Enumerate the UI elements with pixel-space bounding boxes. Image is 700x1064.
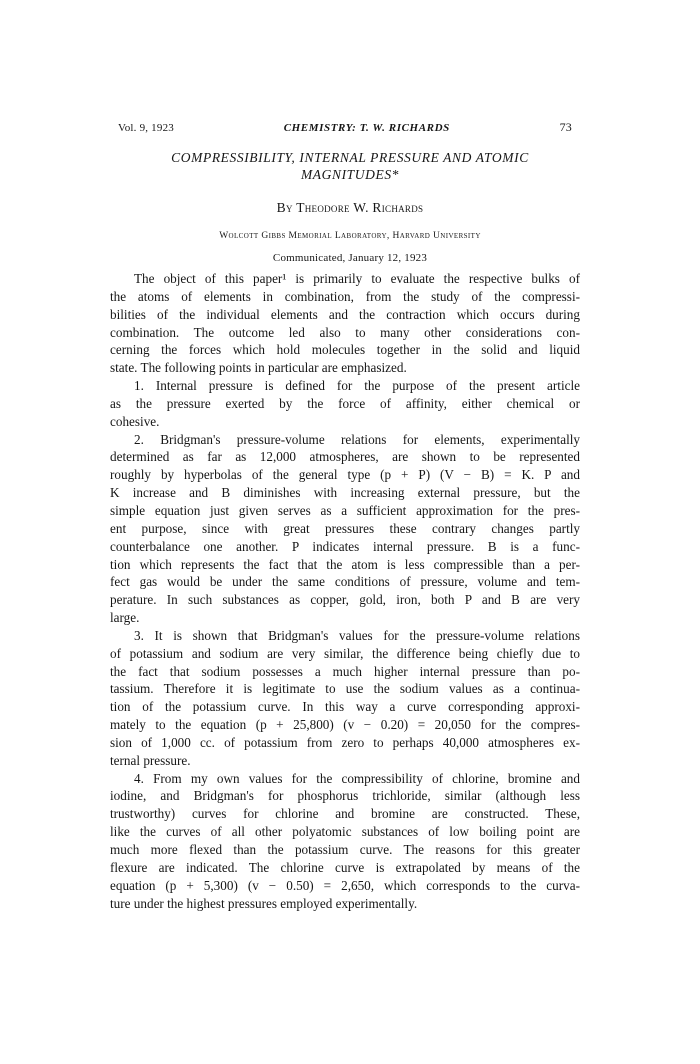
text-line: state. The following points in particular are emphasized. <box>110 360 407 376</box>
paragraph <box>110 770 580 913</box>
paragraph <box>110 270 580 377</box>
text-line: the atoms of elements in combination, from the study of the compressi- <box>110 288 580 304</box>
text-line: tion of the potassium curve. In this way a curve corresponding approxi- <box>110 699 580 715</box>
text-line: like the curves of all other polyatomic substances of low boiling point are <box>110 824 580 840</box>
text-line: the fact that sodium possesses a much higher internal pressure than po- <box>110 663 580 679</box>
text-line: roughly by hyperbolas of the general type (p + P) (V − B) = K. P and <box>110 467 580 483</box>
text-line: The object of this paper¹ is primarily to evaluate the respective bulks of <box>134 271 580 286</box>
text-line: cohesive. <box>110 413 160 429</box>
text-line: iodine, and Bridgman's for phosphorus trichloride, similar (although less <box>110 788 580 804</box>
text-line: equation (p + 5,300) (v − 0.50) = 2,650, which corresponds to the curva- <box>110 877 580 893</box>
text-line: counterbalance one another. P indicates internal pressure. B is a func- <box>110 538 580 554</box>
text-line: 2. Bridgman's pressure-volume relations for elements, experimentally <box>134 431 580 447</box>
text-line: flexure are indicated. The chlorine curve is extrapolated by means of the <box>110 859 580 875</box>
paragraph <box>110 431 580 627</box>
affiliation: Wolcott Gibbs Memorial Laboratory, Harvard University <box>219 231 481 241</box>
text-line: ternal pressure. <box>110 752 191 768</box>
text-line: determined as far as 12,000 atmospheres, are shown to be represented <box>110 449 580 465</box>
text-line: sion of 1,000 cc. of potassium from zero to perhaps 40,000 atmospheres ex- <box>110 734 580 750</box>
title-line-1: COMPRESSIBILITY, INTERNAL PRESSURE AND ATOMIC <box>171 150 529 165</box>
text-line: ent purpose, since with great pressures these contrary changes partly <box>110 520 580 536</box>
header-section: CHEMISTRY: T. W. RICHARDS <box>283 122 450 134</box>
running-header <box>118 120 572 135</box>
text-line: 1. Internal pressure is defined for the purpose of the present article <box>134 378 580 394</box>
text-line: 4. From my own values for the compressibility of chlorine, bromine and <box>134 770 580 786</box>
text-line: tion which represents the fact that the atom is less compressible than a per- <box>110 556 580 572</box>
page-number: 73 <box>559 120 572 134</box>
text-line: as the pressure exerted by the force of affinity, either chemical or <box>110 395 580 411</box>
text-line: cerning the forces which hold molecules together in the solid and liquid <box>110 342 580 358</box>
text-line: trustworthy) curves for chlorine and bromine are constructed. These, <box>110 806 580 822</box>
title-line-2: MAGNITUDES* <box>300 167 400 182</box>
text-line: 3. It is shown that Bridgman's values for the pressure-volume relations <box>134 627 580 643</box>
communicated-date: Communicated, January 12, 1923 <box>272 252 428 264</box>
article-body <box>110 270 580 912</box>
text-line: perature. In such substances as copper, gold, iron, both P and B are very <box>110 592 580 608</box>
header-volume: Vol. 9, 1923 <box>118 122 174 134</box>
text-line: bilities of the individual elements and the contraction which occurs during <box>110 306 580 322</box>
text-line: large. <box>110 610 140 626</box>
text-line: tassium. Therefore it is legitimate to use the sodium values as a continua- <box>110 681 580 697</box>
article-title <box>100 149 600 183</box>
text-line: ture under the highest pressures employed experimentally. <box>110 895 418 911</box>
text-line: simple equation just given serves as a sufficient approximation for the pres- <box>110 502 580 518</box>
paragraph <box>110 377 580 431</box>
text-line: K increase and B diminishes with increasing external pressure, but the <box>110 485 580 501</box>
text-line: fect gas would be under the same conditions of pressure, volume and tem- <box>110 574 580 590</box>
paragraph <box>110 627 580 770</box>
text-line: of potassium and sodium are very similar, the difference being chiefly due to <box>110 645 580 661</box>
author-byline: By Theodore W. Richards <box>276 200 424 215</box>
text-line: combination. The outcome led also to many other considerations con- <box>110 324 580 340</box>
text-line: mately to the equation (p + 25,800) (v − 0.20) = 20,050 for the compres- <box>110 717 580 733</box>
text-line: much more flexed than the potassium curve. The reasons for this greater <box>110 842 580 857</box>
